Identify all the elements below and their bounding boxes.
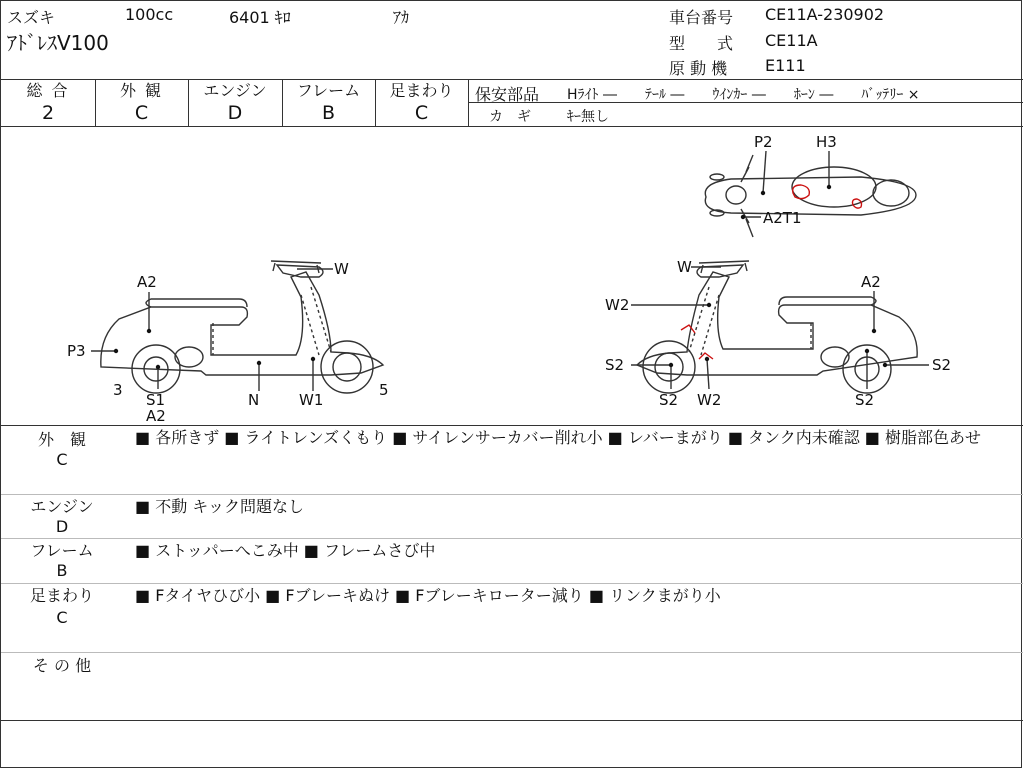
engine-label: 原 動 機 <box>669 59 728 78</box>
grade-engine: エンジン D <box>203 81 267 124</box>
label-w-right: W <box>677 258 692 276</box>
label-w1: W1 <box>299 391 324 409</box>
remark-engine: エンジン D ■ 不動 キック問題なし <box>30 497 304 536</box>
label-a2t1: A2T1 <box>763 209 802 227</box>
color: ｱｶ <box>393 8 410 27</box>
frame-no: CE11A-230902 <box>765 5 885 24</box>
remark-frame: フレーム B ■ ストッパーへこみ中 ■ フレームさび中 <box>30 541 436 580</box>
grade-overall: 総 合 2 <box>26 81 70 124</box>
grid-line <box>1 425 1023 426</box>
grid-line <box>1 720 1023 721</box>
label-a2: A2 <box>137 273 157 291</box>
remark-other: そ の 他 <box>32 656 92 675</box>
type-value: CE11A <box>765 31 818 50</box>
safety-items: Hﾗｲﾄ ― ﾃｰﾙ ― ｳｲﾝｶｰ ― ﾎｰﾝ ― ﾊﾞｯﾃﾘｰ × <box>567 87 920 103</box>
key-label: カ ギ <box>489 109 531 125</box>
label-w2: W2 <box>605 296 630 314</box>
label-5: 5 <box>379 381 389 399</box>
displacement: 100cc <box>125 5 174 24</box>
frame-no-label: 車台番号 <box>669 8 734 27</box>
remark-suspension: 足まわり C ■ Fタイヤひび小 ■ Fブレーキぬけ ■ Fブレーキローター減り ■ リンクまがり小 <box>29 586 721 627</box>
separator <box>1 538 1023 539</box>
type-label: 型 式 <box>669 34 734 53</box>
top-view-scooter <box>705 155 916 237</box>
grade-frame: フレーム B <box>296 81 361 124</box>
label-3: 3 <box>113 381 123 399</box>
label-s2-right: S2 <box>932 356 952 374</box>
grid-line <box>1 79 1023 80</box>
label-s2-front: S2 <box>659 391 679 409</box>
label-p2: P2 <box>754 133 773 151</box>
label-a2-bottom: A2 <box>146 407 166 425</box>
key-value: ｷｰ無し <box>567 109 609 125</box>
grid-line <box>468 79 469 126</box>
label-s2-left: S2 <box>605 356 625 374</box>
label-n: N <box>248 391 260 409</box>
label-h3: H3 <box>816 133 837 151</box>
grade-exterior: 外 観 C <box>119 81 164 124</box>
label-p3: P3 <box>67 342 86 360</box>
separator <box>1 652 1023 653</box>
grade-suspension: 足まわり C <box>389 81 454 124</box>
label-s1: S1 <box>146 391 166 409</box>
label-w2-bottom: W2 <box>697 391 722 409</box>
separator <box>1 494 1023 495</box>
engine-value: E111 <box>765 56 806 75</box>
damage-diagram <box>1 127 1023 425</box>
separator <box>1 583 1023 584</box>
label-a2-right: A2 <box>861 273 881 291</box>
model-name: ｱﾄﾞﾚｽV100 <box>7 31 109 55</box>
safety-label: 保安部品 <box>475 85 540 104</box>
mileage: 6401 ｷﾛ <box>229 8 291 27</box>
label-s2-rear: S2 <box>855 391 875 409</box>
label-w: W <box>334 260 349 278</box>
maker: スズキ <box>7 8 56 27</box>
remark-exterior: 外 観 C ■ 各所きず ■ ライトレンズくもり ■ サイレンサーカバー削れ小 ■ レバーまがり ■ タンク内未確認 ■ 樹脂部色あせ <box>37 428 982 469</box>
